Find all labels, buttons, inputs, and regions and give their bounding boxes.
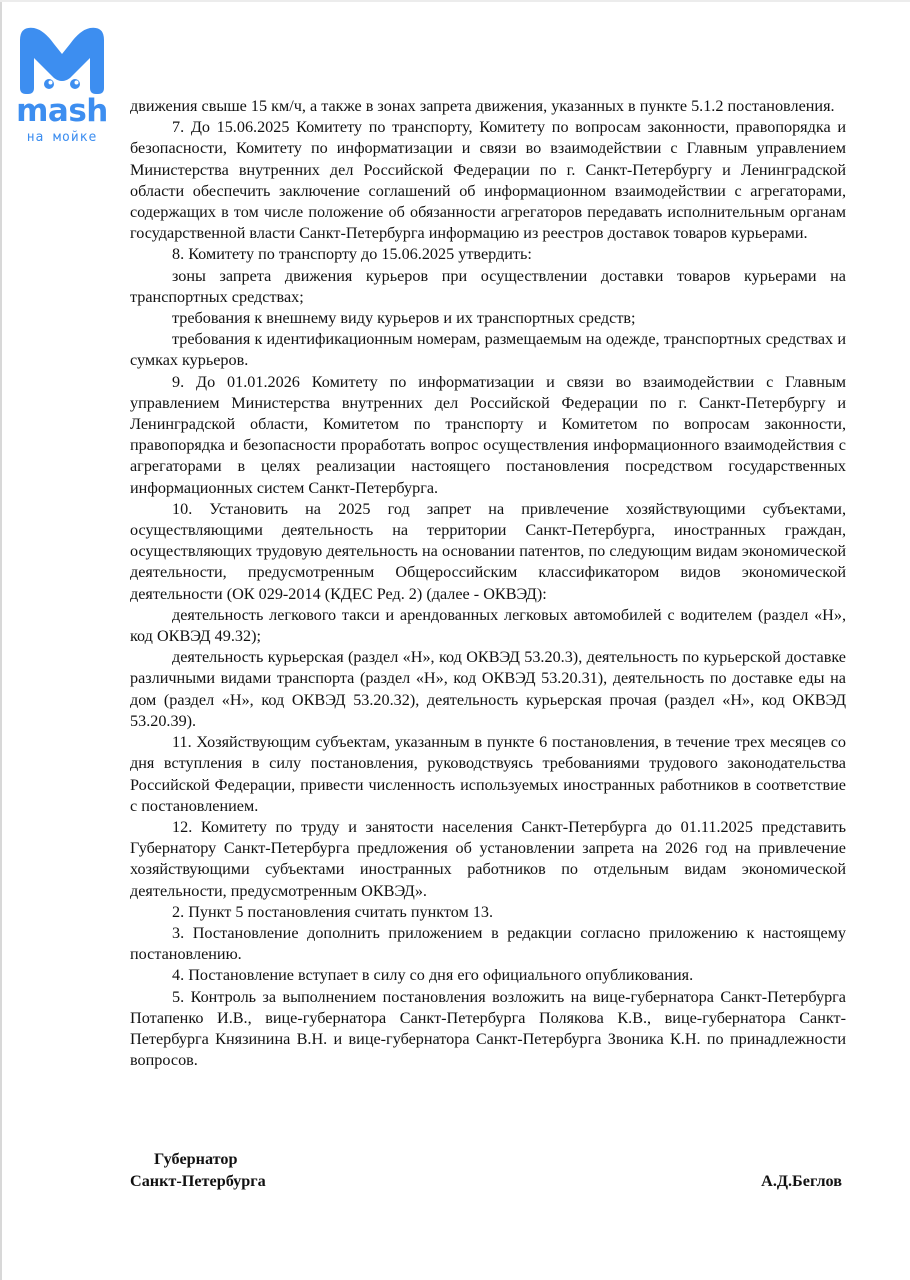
paragraph-section-2: 2. Пункт 5 постановления считать пунктом 13. [172,902,494,921]
paragraph-section-4: 4. Постановление вступает в силу со дня его официального опубликования. [172,966,694,985]
paragraph-item-8: 8. Комитету по транспорту до 15.06.2025 утвердить: [172,245,532,264]
mash-m-cat-icon [14,22,110,94]
paragraph-item-9: 9. До 01.01.2026 Комитету по информатизации и связи во взаимодействии с Главным управлением Министерства внутренних дел Российской Федерации по г. Санкт-Петербургу и Ленинградской области, Комитетом по транспорту и Комитетом по вопросам законности, правопорядка и безопасности проработать вопрос осуществления информационного взаимодействия с агрегаторами в целях реализации настоящего постановления посредством государственных информационных систем Санкт-Петербурга. [130,372,846,497]
paragraph-item-11: 11. Хозяйствующим субъектам, указанным в пункте 6 постановления, в течение трех месяцев со дня вступления в силу постановления, руководствуясь требованиями трудового законодательства Российской Федерации, привести численность используемых иностранных работников в соответствие с постановлением. [130,733,846,815]
paragraph-item-7: 7. До 15.06.2025 Комитету по транспорту, Комитету по вопросам законности, правопорядка и безопасности, Комитету по информатизации и связи во взаимодействии с Главным управлением Министерства внутренних дел Российской Федерации по г. Санкт-Петербургу и Ленинградской области обеспечить заключение соглашений об информационном взаимодействии с агрегаторами, содержащих в том числе положение об обязанности агрегаторов передавать исполнительным органам государственной власти Санкт-Петербурга информацию из реестров доставок товаров курьерами. [130,118,846,243]
paragraph-item-8-sub-2: требования к внешнему виду курьеров и их транспортных средств; [172,309,636,328]
paragraph-continuation: движения свыше 15 км/ч, а также в зонах запрета движения, указанных в пункте 5.1.2 постановления. [130,97,835,115]
signature-block [130,1149,846,1192]
signature-title-line2: Санкт-Петербурга [130,1171,266,1190]
logo-subtitle: на мойке [26,130,98,145]
paragraph-item-10-sub-1: деятельность легкового такси и арендованных легковых автомобилей с водителем (раздел «Н», код ОКВЭД 49.32); [130,605,846,646]
paragraph-section-5: 5. Контроль за выполнением постановления возложить на вице-губернатора Санкт-Петербурга Потапенко И.В., вице-губернатора Санкт-Петербурга Полякова К.В., вице-губернатора Санкт-Петербурга Князинина В.Н. и вице-губернатора Санкт-Петербурга Звоника К.Н. по принадлежности вопросов. [130,987,846,1070]
signature-title-line1: Губернатор [154,1150,238,1168]
signature-name: А.Д.Беглов [761,1171,842,1190]
logo-brand-text: mash [16,93,108,129]
paragraph-section-3: 3. Постановление дополнить приложением в редакции согласно приложению к настоящему постановлению. [130,923,846,964]
document-body [130,96,846,1071]
page-edge-top [0,0,910,2]
paragraph-item-8-sub-3: требования к идентификационным номерам, размещаемым на одежде, транспортных средствах и сумках курьеров. [130,330,846,370]
paragraph-item-12: 12. Комитету по труду и занятости населения Санкт-Петербурга до 01.11.2025 представить Губернатору Санкт-Петербурга предложения об установлении запрета на 2026 год на привлечение хозяйствующими субъектами иностранных работников по отдельным видам экономической деятельности, предусмотренным ОКВЭД». [130,817,846,900]
page-edge [0,0,2,1280]
paragraph-item-8-sub-1: зоны запрета движения курьеров при осуществлении доставки товаров курьерами на транспортных средствах; [130,266,846,306]
paragraph-item-10-sub-2: деятельность курьерская (раздел «Н», код ОКВЭД 53.20.3), деятельность по курьерской доставке различными видами транспорта (раздел «Н», код ОКВЭД 53.20.31), деятельность по доставке еды на дом (раздел «Н», код ОКВЭД 53.20.32), деятельность курьерская прочая (раздел «Н», код ОКВЭД 53.20.39). [130,648,846,730]
paragraph-item-10: 10. Установить на 2025 год запрет на привлечение хозяйствующими субъектами, осуществляющими деятельность на территории Санкт-Петербурга, иностранных граждан, осуществляющих трудовую деятельность на основании патентов, по следующим видам экономической деятельности, предусмотренным Общероссийским классификатором видов экономической деятельности (ОК 029-2014 (КДЕС Ред. 2) (далее - ОКВЭД): [130,499,846,603]
mash-logo [14,22,110,150]
